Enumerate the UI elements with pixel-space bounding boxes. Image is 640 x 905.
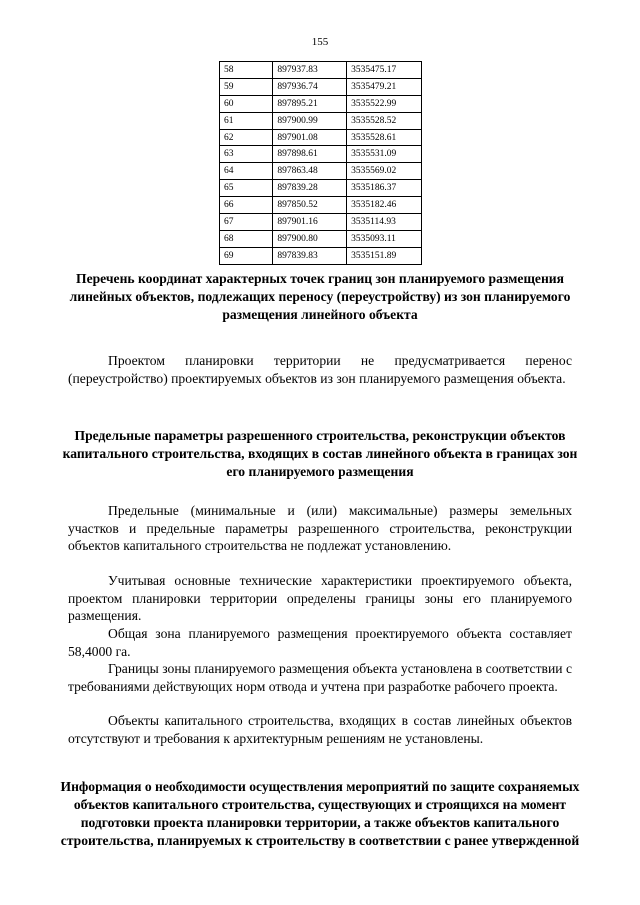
y-coordinate: 3535186.37 — [347, 180, 422, 197]
x-coordinate: 897900.80 — [273, 230, 347, 247]
paragraph-relocation: Проектом планировки территории не предусматривается перенос (переустройство) проектируемых объектов из зон планируемого размещения объекта. — [68, 353, 572, 386]
table-row — [220, 95, 422, 112]
table-row — [220, 230, 422, 247]
table-row — [220, 214, 422, 231]
x-coordinate: 897936.74 — [273, 78, 347, 95]
y-coordinate: 3535114.93 — [347, 214, 422, 231]
y-coordinate: 3535531.09 — [347, 146, 422, 163]
y-coordinate: 3535569.02 — [347, 163, 422, 180]
x-coordinate: 897900.99 — [273, 112, 347, 129]
section-heading-coordinates: Перечень координат характерных точек границ зон планируемого размещения линейных объектов, подлежащих переносу (переустройству) из зон планируемого размещения линейного объекта — [69, 271, 571, 322]
paragraph-total-zone: Общая зона планируемого размещения проектируемого объекта составляет 58,4000 га. — [68, 626, 572, 659]
point-number: 65 — [220, 180, 273, 197]
point-number: 63 — [220, 146, 273, 163]
point-number: 69 — [220, 247, 273, 264]
point-number: 59 — [220, 78, 273, 95]
y-coordinate: 3535522.99 — [347, 95, 422, 112]
x-coordinate: 897839.28 — [273, 180, 347, 197]
y-coordinate: 3535475.17 — [347, 62, 422, 79]
coordinates-table — [219, 61, 422, 265]
table-row — [220, 112, 422, 129]
x-coordinate: 897895.21 — [273, 95, 347, 112]
page-number: 155 — [311, 36, 329, 48]
section-heading-protection-measures: Информация о необходимости осуществления мероприятий по защите сохраняемых объектов капитального строительства, существующих и строящихся на момент подготовки проекта планировки территории, а также объектов капитального строительства, планируемых к строительству в соответствии с ранее утвержденной — [60, 779, 580, 848]
table-row — [220, 180, 422, 197]
paragraph-land-plot-sizes: Предельные (минимальные и (или) максимальные) размеры земельных участков и предельные параметры разрешенного строительства, реконструкции объектов капитального строительства не подлежат установлению. — [68, 503, 572, 553]
x-coordinate: 897901.08 — [273, 129, 347, 146]
paragraph-technical-characteristics: Учитывая основные технические характеристики проектируемого объекта, проектом планировки территории определены границы зоны его планируемого размещения. — [68, 573, 572, 623]
y-coordinate: 3535093.11 — [347, 230, 422, 247]
point-number: 67 — [220, 214, 273, 231]
x-coordinate: 897901.16 — [273, 214, 347, 231]
table-row — [220, 163, 422, 180]
table-row — [220, 197, 422, 214]
table-row — [220, 62, 422, 79]
section-heading-parameters: Предельные параметры разрешенного строительства, реконструкции объектов капитального строительства, входящих в состав линейного объекта в границах зон его планируемого размещения — [62, 428, 578, 479]
paragraph-capital-objects: Объекты капитального строительства, входящих в состав линейных объектов отсутствуют и требования к архитектурным решениям не установлены. — [68, 713, 572, 746]
table-row — [220, 146, 422, 163]
point-number: 64 — [220, 163, 273, 180]
y-coordinate: 3535528.52 — [347, 112, 422, 129]
paragraph-zone-boundaries: Границы зоны планируемого размещения объекта установлена в соответствии с требованиями действующих норм отвода и учтена при разработке рабочего проекта. — [68, 661, 572, 694]
point-number: 58 — [220, 62, 273, 79]
x-coordinate: 897839.83 — [273, 247, 347, 264]
table-row — [220, 247, 422, 264]
y-coordinate: 3535528.61 — [347, 129, 422, 146]
x-coordinate: 897898.61 — [273, 146, 347, 163]
point-number: 66 — [220, 197, 273, 214]
point-number: 68 — [220, 230, 273, 247]
table-row — [220, 129, 422, 146]
table-row — [220, 78, 422, 95]
x-coordinate: 897863.48 — [273, 163, 347, 180]
point-number: 61 — [220, 112, 273, 129]
y-coordinate: 3535182.46 — [347, 197, 422, 214]
point-number: 62 — [220, 129, 273, 146]
point-number: 60 — [220, 95, 273, 112]
x-coordinate: 897850.52 — [273, 197, 347, 214]
y-coordinate: 3535151.89 — [347, 247, 422, 264]
y-coordinate: 3535479.21 — [347, 78, 422, 95]
x-coordinate: 897937.83 — [273, 62, 347, 79]
